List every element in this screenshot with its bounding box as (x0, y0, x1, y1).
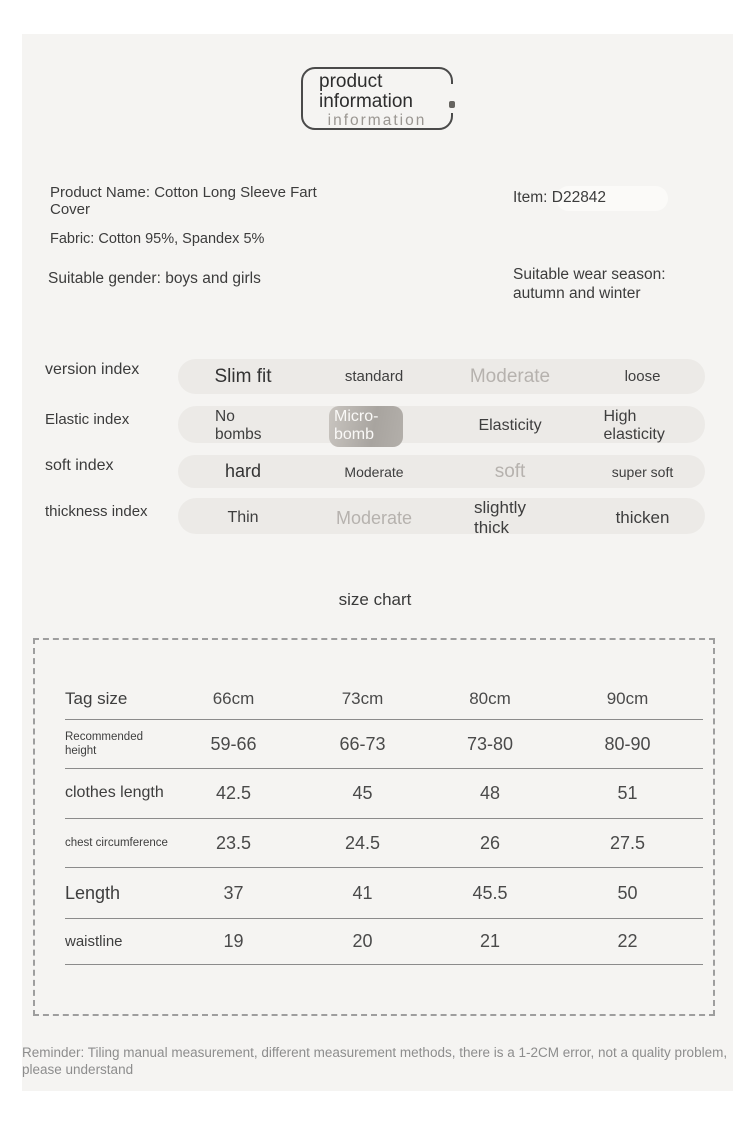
cell-value: 73cm (341, 688, 384, 708)
index-option: Moderate (469, 365, 551, 387)
fabric-info: Fabric: Cotton 95%, Spandex 5% (50, 231, 265, 247)
table-row-chest-circumference (65, 819, 703, 868)
cell-value: 41 (352, 882, 373, 903)
index-option: slightly thick (474, 498, 526, 538)
index-bar-soft (178, 455, 705, 488)
index-option: loose (624, 368, 661, 385)
index-bar-thickness (178, 498, 705, 538)
cell-value: 20 (352, 931, 373, 951)
row-label: Tag size (65, 688, 128, 708)
suitable-season: Suitable wear season: autumn and winter (513, 266, 666, 302)
index-option: super soft (611, 463, 674, 480)
cell-value: 21 (479, 931, 501, 951)
cell-value: 51 (617, 783, 638, 803)
cell-value: 27.5 (609, 832, 646, 853)
cell-value: 37 (223, 882, 244, 903)
size-chart-table (65, 678, 703, 965)
cell-value: 26 (479, 832, 501, 853)
cell-value: 45.5 (472, 882, 508, 903)
cell-value: 59-66 (210, 733, 257, 754)
size-chart-title: size chart (338, 590, 412, 609)
reminder-note: Reminder: Tiling manual measurement, different measurement methods, there is a 1-2CM error, not a quality problem, please understand (22, 1045, 728, 1077)
table-row-recommended-height (65, 720, 703, 769)
cell-value: 66-73 (339, 733, 386, 754)
index-option: Moderate (344, 463, 404, 480)
index-option: hard (224, 461, 262, 481)
size-chart-box (33, 638, 715, 1016)
index-option-highlighted: Micro-bomb (329, 406, 403, 447)
cell-value: 90cm (606, 688, 649, 708)
cell-value: 80cm (469, 688, 511, 708)
table-row-length (65, 868, 703, 919)
index-label-soft: soft index (45, 457, 114, 474)
badge-title-line1: product (319, 71, 383, 92)
index-option: thicken (615, 508, 670, 528)
index-option: No bombs (215, 408, 262, 444)
cell-value: 50 (617, 882, 638, 903)
cell-value: 24.5 (344, 832, 381, 853)
cell-value: 23.5 (215, 832, 252, 853)
suitable-gender: Suitable gender: boys and girls (48, 270, 261, 287)
badge-dot-icon (449, 101, 455, 108)
index-option: Slim fit (214, 365, 272, 387)
table-row-clothes-length (65, 769, 703, 819)
title-badge (301, 67, 453, 130)
index-option: Moderate (335, 507, 413, 528)
badge-subtitle: information (327, 112, 427, 129)
cell-value: 45 (352, 783, 373, 803)
product-name: Product Name: Cotton Long Sleeve Fart Cover (50, 184, 317, 219)
index-bar-elastic (178, 406, 705, 443)
row-label: Length (65, 882, 121, 903)
index-label-version: version index (45, 361, 140, 378)
cell-value: 66cm (212, 688, 255, 708)
index-option: Thin (227, 509, 259, 527)
index-option: Elasticity (478, 417, 542, 435)
row-label: clothes length (65, 784, 164, 802)
cell-value: 48 (479, 783, 501, 803)
badge-border-gap (447, 84, 454, 113)
index-option: High elasticity (603, 407, 665, 444)
cell-value: 19 (223, 931, 244, 951)
table-row-waistline (65, 919, 703, 965)
cell-value: 73-80 (466, 733, 514, 754)
cell-value: 22 (617, 931, 638, 951)
row-label: chest circumference (65, 836, 168, 849)
index-bar-version (178, 359, 705, 394)
badge-title-line2: information (319, 91, 413, 112)
cell-value: 80-90 (604, 733, 651, 754)
index-label-elastic: Elastic index (45, 411, 130, 428)
index-option: standard (344, 368, 404, 385)
row-label: Recommended height (65, 730, 143, 757)
table-row-tag-size (65, 678, 703, 720)
row-label: waistline (65, 933, 123, 950)
index-label-thickness: thickness index (45, 503, 148, 520)
item-number: Item: D22842 (513, 189, 607, 206)
index-option: soft (494, 460, 526, 482)
cell-value: 42.5 (215, 783, 252, 803)
